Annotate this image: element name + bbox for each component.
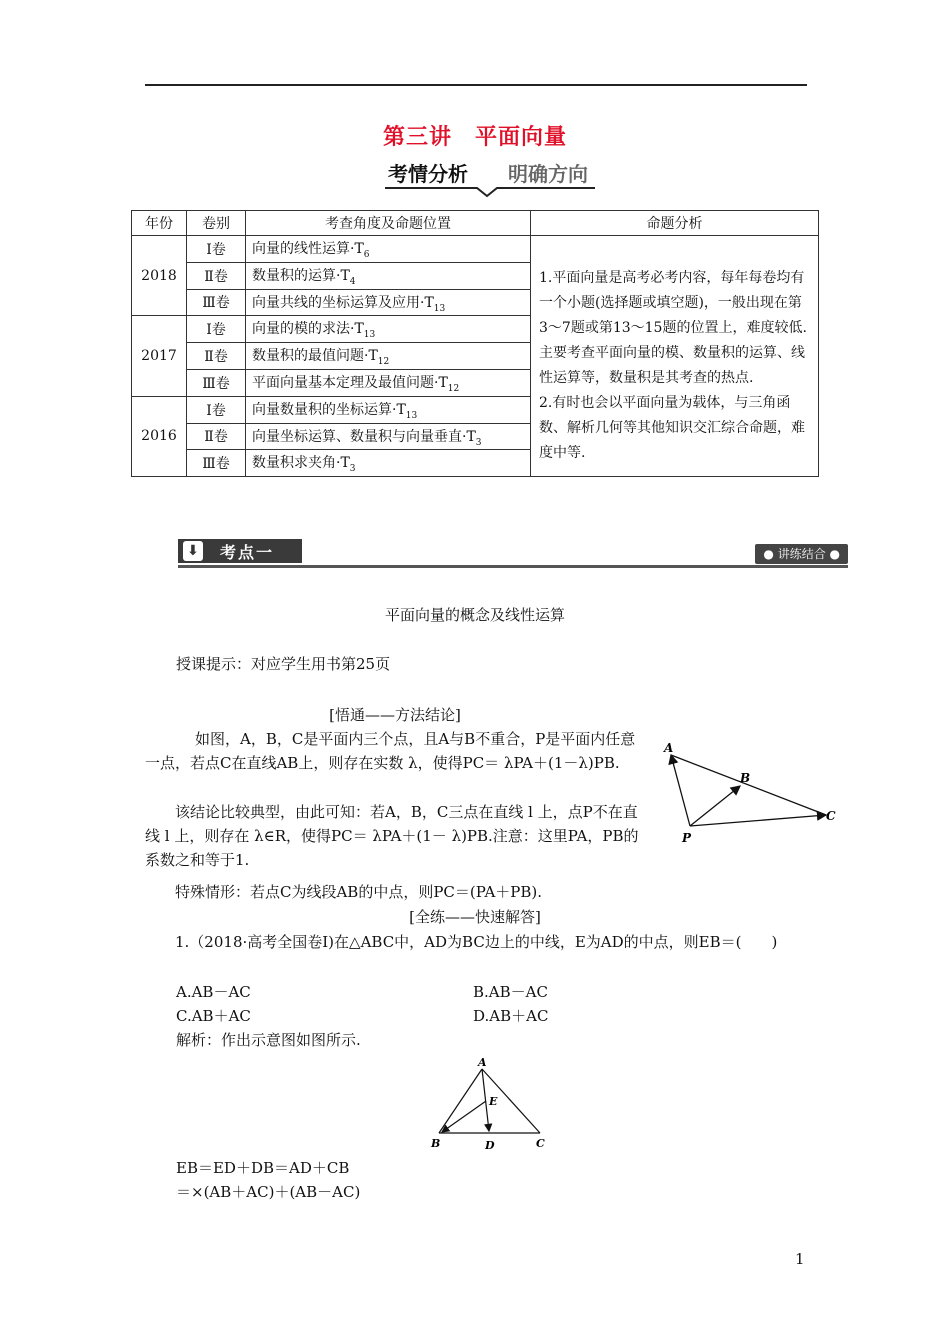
vector-pb [690,786,740,826]
label-p: P [682,831,692,845]
label-a: A [664,741,674,755]
topic-cell: 向量的模的求法$\cdot T_{13}$ [246,316,531,343]
equation-2: ＝×(AB＋AC)＋(AB－AC) [176,1183,361,1201]
analysis-line: 解析：作出示意图如图所示. [176,1031,361,1049]
volume-cell: Ⅰ卷 [187,236,246,263]
page-title: 第三讲 平面向量 [382,125,567,150]
lecture-hint: 授课提示：对应学生用书第25页 [176,655,391,673]
vector-pa [671,755,690,826]
topic-cell: 向量共线的坐标运算及应用$\cdot T_{13}$ [246,289,531,316]
vector-pc [690,815,826,826]
label-b: B [740,771,751,785]
volume-cell: Ⅱ卷 [187,343,246,370]
band-rule [178,565,848,568]
median-ad [482,1069,489,1131]
label-c: C [826,809,836,823]
topic-cell: 数量积的运算$\cdot T_4$ [246,262,531,289]
label-d2: D [485,1139,495,1152]
year-cell: 2016 [132,396,187,476]
analysis-cell [531,236,819,477]
figure-collinear [660,740,840,850]
figure-triangle [425,1055,555,1155]
topic-cell: 向量坐标运算、数量积与向量垂直$\cdot T_3$ [246,423,531,450]
topic-cell: 平面向量基本定理及最值问题$\cdot T_{12}$ [246,369,531,396]
volume-cell: Ⅲ卷 [187,450,246,477]
option-c[interactable]: C.AB＋AC [176,1007,251,1025]
top-rule [145,84,807,86]
topic-cell: 向量数量积的坐标运算$\cdot T_{13}$ [246,396,531,423]
tab-inactive-label: 明确方向 [508,162,588,186]
method-paragraph-2: 该结论比较典型，由此可知：若A，B，C三点在直线 l 上，点P不在直线 l 上，则存在 λ∈R，使得PC＝ λPA＋(1－ λ)PB.注意：这里PA，PB的系数之和等于1. [145,803,639,869]
topic-cell: 数量积求夹角$\cdot T_3$ [246,450,531,477]
equation-1: EB＝ED＋DB＝AD＋CB [176,1159,350,1177]
special-case: 特殊情形：若点C为线段AB的中点，则PC＝(PA＋PB). [175,883,543,901]
analysis-text [539,266,810,466]
method-bracket: [悟通——方法结论] [329,706,461,724]
arrow-down-icon: ⬇ [183,541,203,561]
option-d[interactable]: D.AB＋AC [473,1007,549,1025]
vector-eb [442,1101,486,1132]
question-1: 1.（2018·高考全国卷Ⅰ)在△ABC中，AD为BC边上的中线，E为AD的中点，则EB＝( ) [175,933,778,951]
analysis-paragraph: 2.有时也会以平面向量为载体，与三角函数、解析几何等其他知识交汇综合命题，难度中等. [539,395,805,461]
line-ac [671,755,826,815]
analysis-paragraph: 1.平面向量是高考必考内容，每年每卷均有一个小题(选择题或填空题)，一般出现在第3～7题或第13～15题的位置上，难度较低.主要考查平面向量的模、数量积的运算、线性运算等，数量积是其考查的热点. [539,270,807,386]
section-tabs [385,156,615,196]
kaodian-label: 考点一 [220,543,275,562]
topic-cell: 数量积的最值问题$\cdot T_{12}$ [246,343,531,370]
volume-cell: Ⅱ卷 [187,262,246,289]
topic-title: 平面向量的概念及线性运算 [384,606,565,624]
volume-cell: Ⅲ卷 [187,289,246,316]
table-header-row [132,211,819,236]
label-e2: E [489,1095,498,1108]
year-cell: 2018 [132,236,187,316]
volume-cell: Ⅰ卷 [187,396,246,423]
page-number: 1 [795,1250,805,1268]
header-topic: 考查角度及命题位置 [246,211,531,236]
tab-underline [385,186,615,198]
label-b2: B [431,1137,441,1150]
volume-cell: Ⅱ卷 [187,423,246,450]
side-ab [439,1069,482,1133]
option-b[interactable]: B.AB－AC [473,983,548,1001]
year-cell: 2017 [132,316,187,396]
section-band [178,537,848,569]
tab-active-label: 考情分析 [388,162,468,186]
table-row [132,236,819,263]
kaodian-tab [178,539,302,563]
exam-analysis-table [131,210,819,477]
label-c2: C [536,1137,545,1150]
practice-tag: ● 讲练结合 ● [755,544,848,564]
header-analysis: 命题分析 [531,211,819,236]
method-paragraph-1: 如图，A，B，C是平面内三个点，且A与B不重合，P是平面内任意一点，若点C在直线AB上，则存在实数 λ，使得PC＝ λPA＋(1－λ)PB. [145,730,636,772]
volume-cell: Ⅲ卷 [187,369,246,396]
option-a[interactable]: A.AB－AC [176,983,251,1001]
practice-bracket: [全练——快速解答] [409,908,541,926]
label-a2: A [478,1056,487,1069]
header-volume: 卷别 [187,211,246,236]
topic-cell: 向量的线性运算$\cdot T_6$ [246,236,531,263]
header-year: 年份 [132,211,187,236]
volume-cell: Ⅰ卷 [187,316,246,343]
